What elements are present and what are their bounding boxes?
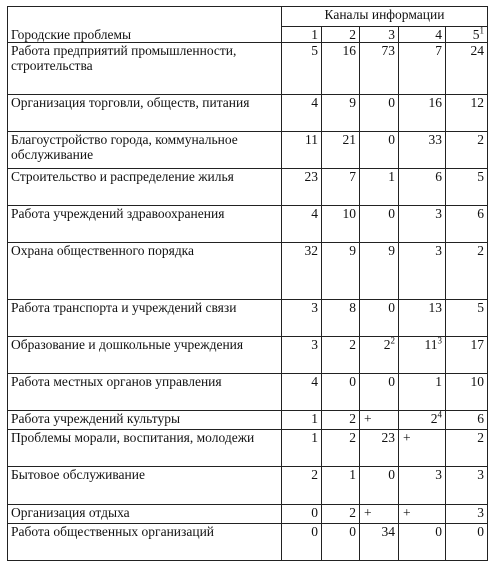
document-page — [7, 6, 488, 561]
column-number-5: $5^1$ — [446, 27, 488, 43]
table-cell: 5 — [446, 300, 488, 337]
table-row — [8, 467, 488, 505]
table-cell: + — [360, 411, 399, 430]
table-cell: 0 — [360, 95, 399, 132]
table-cell: 0 — [360, 132, 399, 169]
table-row — [8, 300, 488, 337]
table-cell: 3 — [399, 243, 446, 300]
table-cell: 2 — [446, 132, 488, 169]
table-cell: 16 — [399, 95, 446, 132]
table-cell: 1 — [282, 430, 322, 467]
column-number-2: 2 — [322, 27, 360, 43]
table-cell: 34 — [360, 524, 399, 561]
table-cell: 17 — [446, 337, 488, 374]
table-cell: 16 — [322, 43, 360, 95]
table-cell: 6 — [446, 206, 488, 243]
table-cell: 0 — [360, 374, 399, 411]
table-cell: $2^2$ — [360, 337, 399, 374]
footnote-marker: 3 — [437, 336, 442, 346]
table-cell: 5 — [282, 43, 322, 95]
table-row — [8, 430, 488, 467]
table-cell: 3 — [446, 505, 488, 524]
table-cell: 0 — [360, 300, 399, 337]
table-cell: 9 — [360, 243, 399, 300]
row-label: Работа транспорта и учреждений связи — [8, 300, 282, 337]
table-cell: 1 — [360, 169, 399, 206]
table-cell: 0 — [322, 374, 360, 411]
table-row — [8, 243, 488, 300]
table-cell: 0 — [399, 524, 446, 561]
column-group-header: Каналы информации — [282, 7, 488, 27]
table-cell: + — [399, 430, 446, 467]
table-cell: 13 — [399, 300, 446, 337]
table-cell: 3 — [282, 300, 322, 337]
row-label: Образование и дошкольные учреждения — [8, 337, 282, 374]
row-label: Охрана общественного порядка — [8, 243, 282, 300]
table-row — [8, 411, 488, 430]
row-label: Организация торговли, обществ, питания — [8, 95, 282, 132]
table-cell: 24 — [446, 43, 488, 95]
table-row — [8, 169, 488, 206]
table-cell: 0 — [322, 524, 360, 561]
table-cell: 1 — [282, 411, 322, 430]
row-label: Работа учреждений культуры — [8, 411, 282, 430]
table-cell: 2 — [446, 243, 488, 300]
table-cell: 4 — [282, 374, 322, 411]
table-cell: 7 — [399, 43, 446, 95]
column-number-1: 1 — [282, 27, 322, 43]
row-label: Строительство и распределение жилья — [8, 169, 282, 206]
table-cell: + — [399, 505, 446, 524]
table-cell: 23 — [282, 169, 322, 206]
row-label: Работа учреждений здравоохранения — [8, 206, 282, 243]
table-row — [8, 43, 488, 95]
table-cell: 3 — [282, 337, 322, 374]
table-row — [8, 206, 488, 243]
table-cell: 73 — [360, 43, 399, 95]
table-cell: 11 — [282, 132, 322, 169]
table-cell: 3 — [399, 206, 446, 243]
table-row — [8, 505, 488, 524]
row-label: Работа предприятий промышленности, строительства — [8, 43, 282, 95]
table-cell: 0 — [360, 467, 399, 505]
row-label: Благоустройство города, коммунальное обслуживание — [8, 132, 282, 169]
table-cell: 1 — [399, 374, 446, 411]
footnote-marker: 1 — [479, 26, 484, 36]
column-number-4: 4 — [399, 27, 446, 43]
table-row — [8, 95, 488, 132]
table-cell: 0 — [282, 524, 322, 561]
table-cell: 0 — [446, 524, 488, 561]
table-cell: 3 — [446, 467, 488, 505]
table-cell: 5 — [446, 169, 488, 206]
table-cell: 10 — [446, 374, 488, 411]
table-cell: 4 — [282, 95, 322, 132]
table-row — [8, 374, 488, 411]
table-cell: + — [360, 505, 399, 524]
table-cell: 2 — [322, 411, 360, 430]
table-cell: 6 — [399, 169, 446, 206]
column-number-3: 3 — [360, 27, 399, 43]
row-label: Проблемы морали, воспитания, молодежи — [8, 430, 282, 467]
table-cell: 4 — [282, 206, 322, 243]
row-label: Работа общественных организаций — [8, 524, 282, 561]
table-cell: 6 — [446, 411, 488, 430]
table-cell: 2 — [322, 337, 360, 374]
table-cell: 3 — [399, 467, 446, 505]
header-row-group — [8, 7, 488, 27]
table-cell: 2 — [446, 430, 488, 467]
row-label: Бытовое обслуживание — [8, 467, 282, 505]
table-cell: 23 — [360, 430, 399, 467]
table-cell: 2 — [322, 505, 360, 524]
table-row — [8, 524, 488, 561]
table-cell: 9 — [322, 95, 360, 132]
footnote-marker: 2 — [390, 336, 395, 346]
table-cell: 1 — [322, 467, 360, 505]
footnote-marker: 4 — [437, 410, 442, 420]
table-cell: 0 — [282, 505, 322, 524]
table-row — [8, 132, 488, 169]
table-cell: 0 — [360, 206, 399, 243]
table-cell: 21 — [322, 132, 360, 169]
table-cell: $2^4$ — [399, 411, 446, 430]
row-label: Работа местных органов управления — [8, 374, 282, 411]
table-cell: 9 — [322, 243, 360, 300]
table-cell: 2 — [322, 430, 360, 467]
table-row — [8, 337, 488, 374]
table-cell: $11^3$ — [399, 337, 446, 374]
table-cell: 33 — [399, 132, 446, 169]
table-cell: 10 — [322, 206, 360, 243]
city-problems-table — [7, 6, 488, 561]
table-cell: 8 — [322, 300, 360, 337]
row-label: Организация отдыха — [8, 505, 282, 524]
row-header-label: Городские проблемы — [8, 7, 282, 43]
table-cell: 7 — [322, 169, 360, 206]
table-cell: 32 — [282, 243, 322, 300]
table-cell: 12 — [446, 95, 488, 132]
table-cell: 2 — [282, 467, 322, 505]
